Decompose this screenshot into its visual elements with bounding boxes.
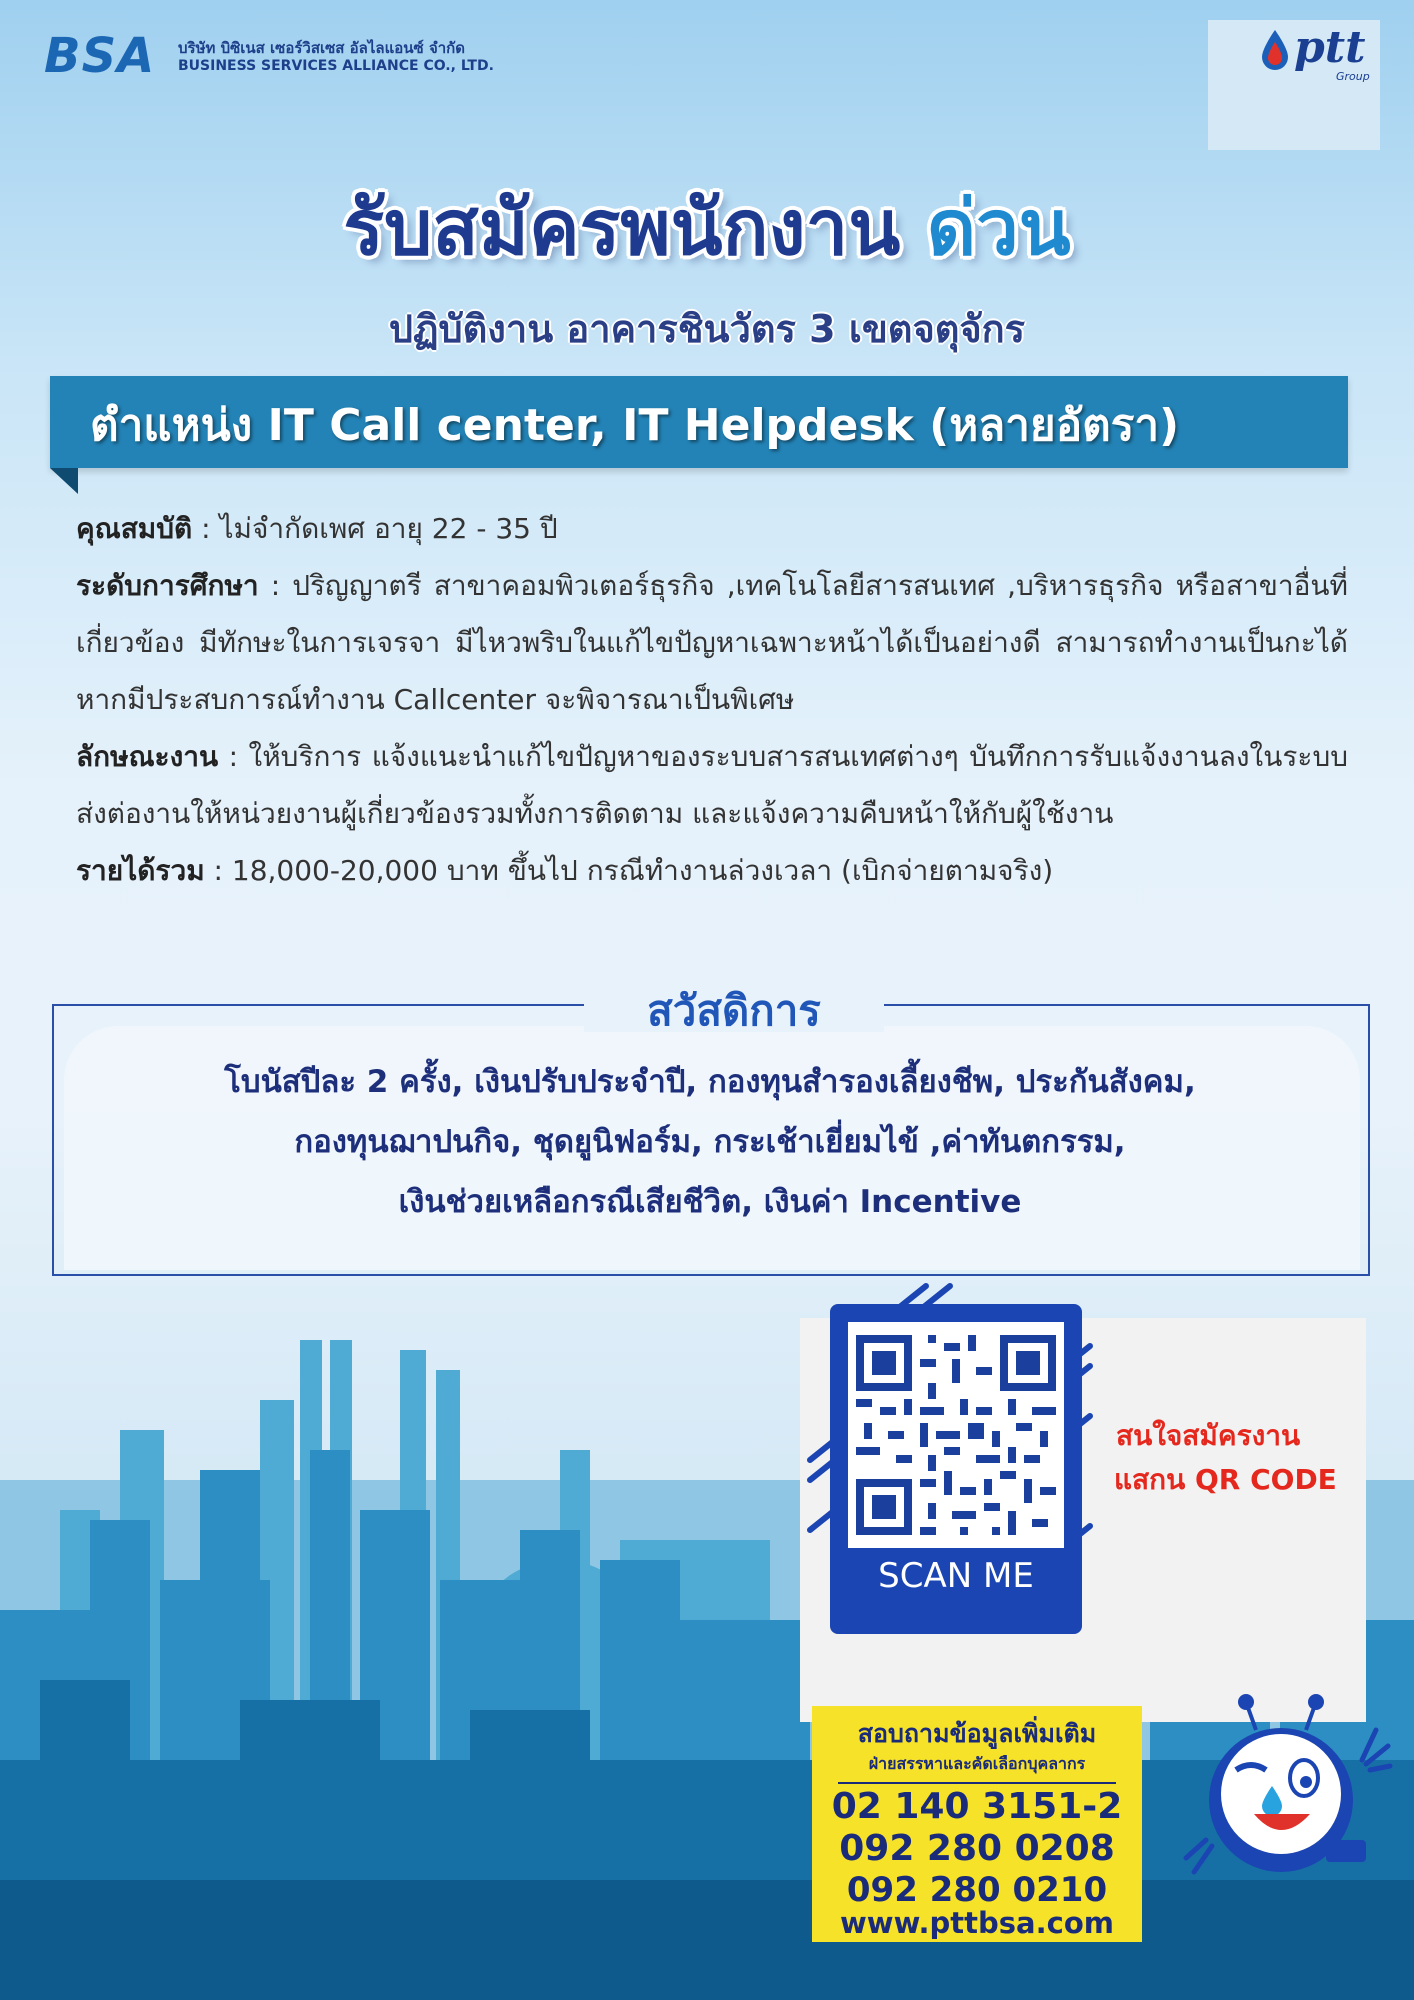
job-description-text: : ให้บริการ แจ้งแนะนำแก้ไขปัญหาของระบบสารสนเทศต่างๆ บันทึกการรับแจ้งงานลงในระบบ ส่งต่องานให้หน่วยงานผู้เกี่ยวข้องรวมทั้งการติดตาม และแจ้งความคืบหน้าให้กับผู้ใช้งาน (76, 740, 1348, 830)
education-label: ระดับการศึกษา (76, 569, 259, 602)
ptt-drop-icon (1262, 30, 1288, 70)
page-title (0, 168, 1414, 288)
bsa-logo: BSA (44, 28, 156, 84)
website-link[interactable]: www.pttbsa.com (840, 1906, 1114, 1940)
job-details (76, 500, 1348, 899)
welfare-line: กองทุนฌาปนกิจ, ชุดยูนิฟอร์ม, กระเช้าเยี่ยมไข้ ,ค่าทันตกรรม, (294, 1124, 1126, 1160)
position-title: ตำแหน่ง IT Call center, IT Helpdesk (หลายอัตรา) (90, 400, 1180, 451)
contact-title: สอบถามข้อมูลเพิ่มเติม (857, 1719, 1097, 1748)
ptt-group-label: Group (1336, 70, 1370, 83)
job-description (76, 728, 1348, 842)
welfare-line: โบนัสปีละ 2 ครั้ง, เงินปรับประจำปี, กองทุนสำรองเลี้ยงชีพ, ประกันสังคม, (224, 1064, 1196, 1100)
qualification (76, 500, 1348, 557)
phone-number[interactable]: 092 280 0210 (846, 1870, 1108, 1910)
ptt-logo: ptt (1294, 22, 1366, 73)
qr-code-icon[interactable] (856, 1330, 1056, 1540)
contact-department: ฝ่ายสรรหาและคัดเลือกบุคลากร (868, 1754, 1086, 1773)
title-urgent: ด่วน (926, 183, 1071, 272)
phone-number[interactable]: 092 280 0208 (839, 1828, 1115, 1869)
company-name-english: BUSINESS SERVICES ALLIANCE CO., LTD. (178, 58, 494, 74)
title-main: รับสมัครพนักงาน (343, 183, 901, 272)
welfare-list (70, 1052, 1350, 1232)
work-location: ปฏิบัติงาน อาคารชินวัตร 3 เขตจตุจักร (388, 307, 1026, 351)
qualification-label: คุณสมบัติ (76, 512, 193, 545)
company-name-thai: บริษัท บิซิเนส เซอร์วิสเซส อัลไลแอนซ์ จำกัด (178, 39, 465, 57)
contact-divider (838, 1782, 1116, 1784)
income-label: รายได้รวม (76, 854, 205, 887)
phone-number[interactable]: 02 140 3151-2 (831, 1786, 1123, 1827)
qualification-text: : ไม่จำกัดเพศ อายุ 22 - 35 ปี (192, 512, 558, 545)
qr-instruction-line2: แสกน QR CODE (1114, 1463, 1337, 1496)
welfare-title: สวัสดิการ (647, 986, 821, 1035)
income-text: : 18,000-20,000 บาท ขึ้นไป กรณีทำงานล่วงเวลา (เบิกจ่ายตามจริง) (204, 854, 1054, 887)
position-banner-fold (50, 468, 78, 494)
qr-instruction-line1: สนใจสมัครงาน (1116, 1419, 1301, 1452)
job-description-label: ลักษณะงาน (76, 740, 219, 773)
education (76, 557, 1348, 728)
income (76, 842, 1348, 899)
welfare-line: เงินช่วยเหลือกรณีเสียชีวิต, เงินค่า Incentive (398, 1184, 1022, 1220)
bsa-mascot-icon (1176, 1690, 1396, 1910)
education-text: : ปริญญาตรี สาขาคอมพิวเตอร์ธุรกิจ ,เทคโนโลยีสารสนเทศ ,บริหารธุรกิจ หรือสาขาอื่นที่เกี่ยวข้อง มีทักษะในการเจรจา มีไหวพริบในแก้ไขปัญหาเฉพาะหน้าได้เป็นอย่างดี สามารถทำงานเป็นกะได้ หากมีประสบการณ์ทำงาน Callcenter จะพิจารณาเป็นพิเศษ (76, 569, 1348, 716)
scan-me-label: SCAN ME (878, 1556, 1034, 1596)
